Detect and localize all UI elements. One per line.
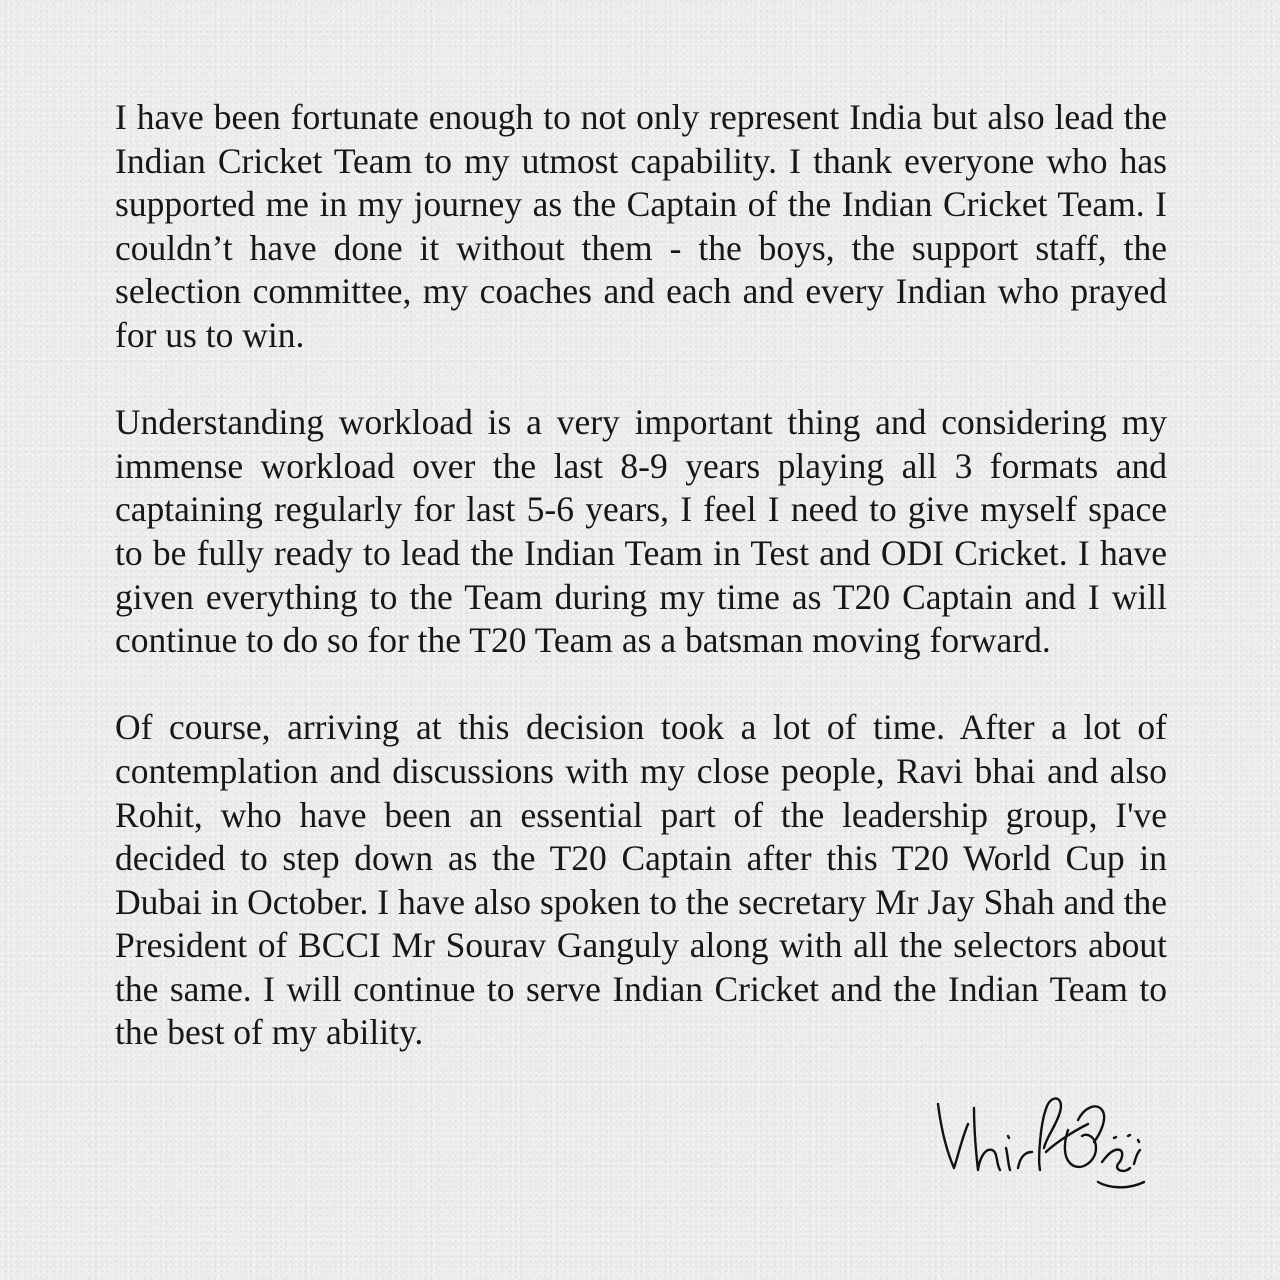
- paragraph-2: Understanding workload is a very important thing and considering my immense workload over the last 8-9 years playing all 3 formats and captaining regularly for last 5-6 years, I feel I need to give myself space to be fully ready to lead the Indian Team in Test and ODI Cricket. I have given everything to the Team during my time as T20 Captain and I will continue to do so for the T20 Team as a batsman moving forward.: [115, 402, 1167, 661]
- handwritten-signature-icon: [928, 1090, 1158, 1200]
- paragraph-3: Of course, arriving at this decision took a lot of time. After a lot of contemplation and discussions with my close people, Ravi bhai and also Rohit, who have been an essential part of the leadership group, I've decided to step down as the T20 Captain after this T20 World Cup in Dubai in October. I have also spoken to the secretary Mr Jay Shah and the President of BCCI Mr Sourav Ganguly along with all the selectors about the same. I will continue to serve Indian Cricket and the Indian Team to the best of my ability.: [115, 707, 1167, 1053]
- paragraph-1: I have been fortunate enough to not only represent India but also lead the Indian Cricket Team to my utmost capability. I thank everyone who has supported me in my journey as the Captain of the Indian Cricket Team. I couldn’t have done it without them - the boys, the support staff, the selection committee, my coaches and each and every Indian who prayed for us to win.: [115, 97, 1167, 355]
- letter-body: [115, 96, 1167, 1099]
